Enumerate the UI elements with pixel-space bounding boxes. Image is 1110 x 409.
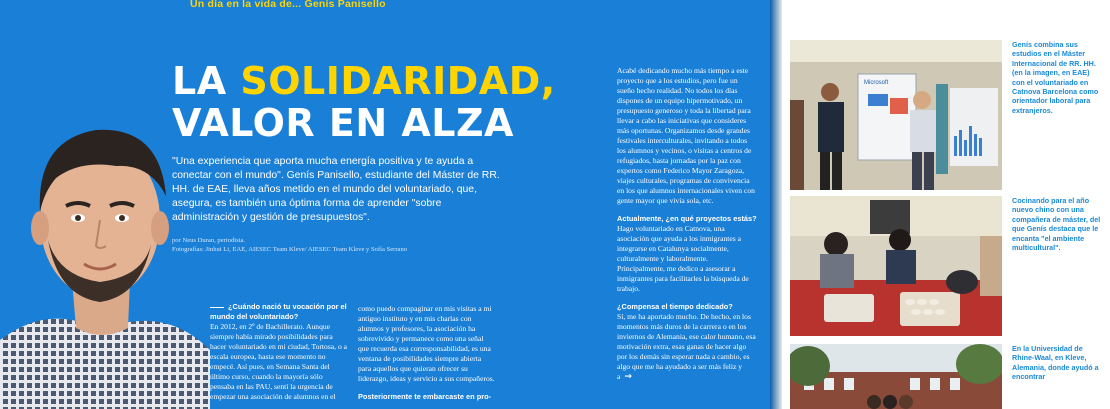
article-title bbox=[172, 60, 556, 144]
title-word-la: LA bbox=[172, 59, 241, 103]
page-gutter bbox=[770, 0, 782, 409]
section-kicker: Un día en la vida de... Genís Panisello bbox=[190, 0, 386, 10]
answer-paragraph: como puedo compaginar en mis visitas a mi antiguo instituto y en mis charlas con alumnos y profesores, la asociación ha sobrevivido y permanece como una señal que recuerda esa corresponsabilidad, es una ventana de posibilidades siempre abierta para aquellos que quieran ofrecer su liderazgo, ideas y servicio a sus compañeros. bbox=[358, 304, 495, 383]
answer-paragraph: Acabé dedicando mucho más tiempo a este proyecto que a los estudios, pero fue un sueño hecho realidad. No todos los días dispones de un equipo hipermotivado, un presupuesto generoso y toda la libertad para llevar a cabo las iniciativas que consideres más oportunas. Organizamos desde grandes festivales interculturales, invitando a todos los alumnos y vecinos, o visitas a centros de refugiados, hasta jornadas por la paz con expertos como Federico Mayor Zaragoza, viajes culturales, programas de convivencia en los que alumnos internacionales viven con gente mayor que vivía sola, etc. bbox=[617, 66, 755, 205]
answer-paragraph: Hago voluntariado en Catnova, una asociación que ayuda a los inmigrantes a integrarse en Catalunya socialmente, culturalmente y laboralmente. Principalmente, me dedico a asesorar a inmigrantes para facilitarles la búsqueda de trabajo. bbox=[617, 224, 749, 293]
photo-credits: Fotografías: Jinhui Li, EAE, AIESEC Team Kleve/ AIESEC Team Kleve y Sofía Serrano bbox=[172, 246, 408, 253]
text-column-3 bbox=[617, 66, 757, 390]
article-credits bbox=[172, 236, 502, 254]
photo-kleve bbox=[790, 344, 1002, 409]
photo-classroom bbox=[790, 40, 1002, 190]
question-heading: Posteriormente te embarcaste en pro- bbox=[358, 392, 492, 401]
text-column-1 bbox=[210, 302, 348, 409]
title-word-solidaridad: SOLIDARIDAD, bbox=[240, 59, 556, 103]
caption-photo-3: En la Universidad de Rhine-Waal, en Kleve, Alemania, donde ayudó a encontrar bbox=[1012, 344, 1099, 382]
portrait-photo bbox=[0, 100, 210, 409]
question-heading: ¿Compensa el tiempo dedicado? bbox=[617, 302, 733, 311]
whiteboard-text: Microsoft bbox=[864, 80, 889, 86]
article-intro: "Una experiencia que aporta mucha energía positiva y te ayuda a conectar con el mundo". Genís Panisello, estudiante del Máster de RR. HH. de EAE, lleva años metido en el mundo del voluntariado, que, asegura, es también una óptima forma de aprender "sobre administración y gestión de presupuestos". bbox=[172, 156, 500, 223]
answer-paragraph: En 2012, en 2º de Bachillerato. Aunque siempre había mirado posibilidades para hacer voluntariado en mi ciudad, Tortosa, o a escala europea, hasta ese momento no empecé. Así pues, en Semana Santa del último curso, cuando la mayoría sólo pensaba en las PAU, sentí la urgencia de empezar una asociación de alumnos en el bbox=[210, 322, 348, 401]
byline: por Neus Duran, periodista. bbox=[172, 237, 246, 244]
title-line-2: VALOR EN ALZA bbox=[172, 101, 514, 145]
caption-photo-2: Cocinando para el año nuevo chino con una compañera de máster, del que Genís destaca que le encanta "el ambiente multicultural". bbox=[1012, 196, 1101, 253]
continue-arrow-icon: → bbox=[624, 372, 632, 382]
answer-paragraph: Sí, me ha aportado mucho. De hecho, en los momentos más duros de la carrera o en los inviernos de Alemania, ese calor humano, esa motivación extra, esas ganas de hacer algo por los demás sin esperar nada a cambio, es algo que me ha ayudado a ser más feliz y a → bbox=[617, 312, 756, 382]
dash-mark bbox=[210, 307, 224, 308]
caption-photo-1: Genís combina sus estudios en el Máster Internacional de RR. HH. (en la imagen, en EAE) con el voluntariado en Catnova Barcelona como orientador laboral para extranjeros. bbox=[1012, 40, 1099, 115]
right-page bbox=[782, 0, 1110, 409]
text-column-2 bbox=[358, 304, 496, 402]
question-heading: ¿Cuándo nació tu vocación por el mundo del voluntariado? bbox=[210, 302, 347, 321]
photo-cooking bbox=[790, 196, 1002, 336]
question-heading: Actualmente, ¿en qué proyectos estás? bbox=[617, 214, 757, 223]
